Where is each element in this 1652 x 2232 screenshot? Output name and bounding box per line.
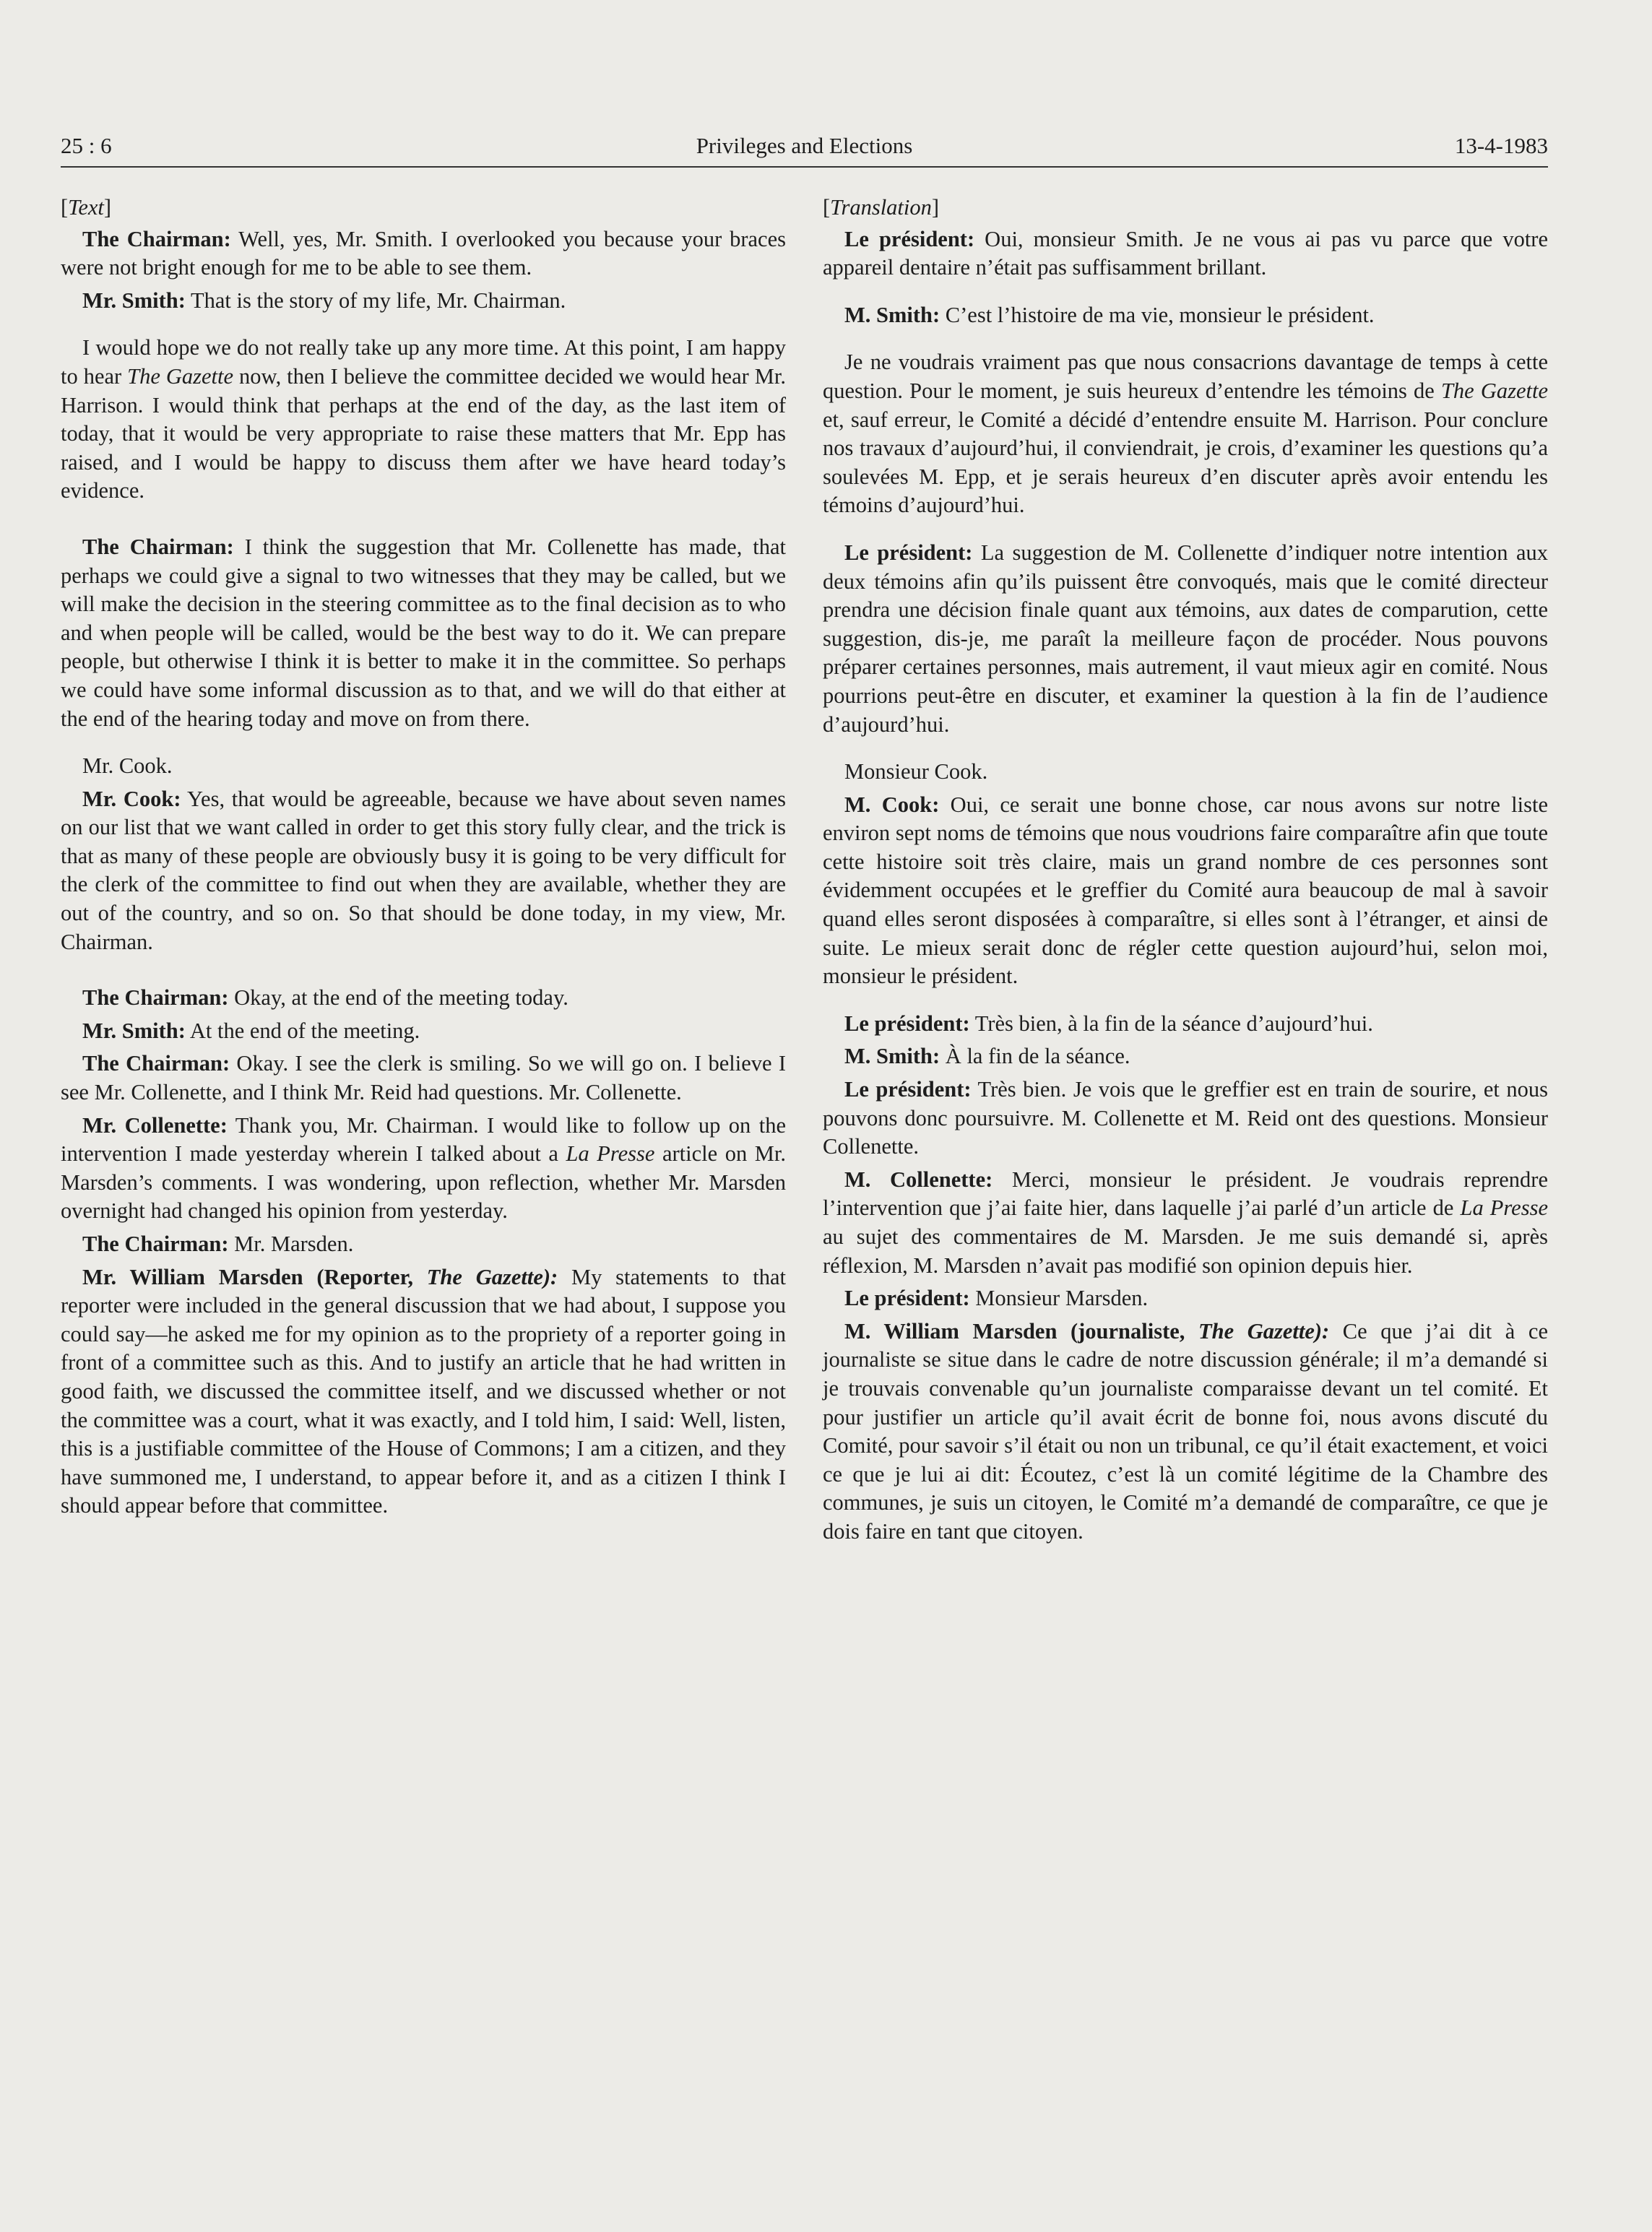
speaker: The Chairman: [82,226,231,251]
paragraph: M. Collenette: Merci, monsieur le président. Je voudrais reprendre l’intervention que j’ai faite hier, dans laquelle j’ai parlé d’un article de La Presse au sujet des commentaires de M. Marsden. Je me suis demandé si, après réflexion, M. Marsden n’avait pas modifié son opinion depuis hier. [823,1167,1548,1278]
paragraph: Mr. Cook: Yes, that would be agreeable, because we have about seven names on our list that we want called in order to get this story fully clear, and the trick is that as many of these people are obviously busy it is going to be very difficult for the clerk of the committee to find out when they are available, whether they are out of the country, and so on. So that should be done today, in my view, Mr. Chairman. [61,786,787,954]
speaker: Mr. Cook: [82,786,181,811]
paragraph: Mr. William Marsden (Reporter, The Gazette): My statements to that reporter were included in the general discussion that we had about, I suppose you could say—he asked me for my opinion as to the propriety of a reporter going in front of a committee such as this. And to justify an article that he had written in good faith, we discussed the committee itself, and we discussed whether or not the committee was a court, what it was exactly, and I told him, I said: Well, listen, this is a justifiable committee of the House of Commons; I am a citizen, and they have summoned me, I understand, to appear before it, and as a citizen I think I should appear before that committee. [61,1264,786,1518]
page-number: 25 : 6 [61,133,112,158]
paragraph: Le président: La suggestion de M. Collenette d’indiquer notre intention aux deux témoins afin qu’ils puissent être convoqués, mais que le comité directeur prendra une décision finale quant aux témoins, aux dates de comparution, cette suggestion, dis-je, me paraît la meilleure façon de procéder. Nous pouvons préparer certaines personnes, mais autrement, il vaut mieux agir en comité. Nous pourrions peut-être en discuter, et examiner la question à la fin de l’audience d’aujourd’hui. [823,540,1548,737]
speaker: The Chairman: [82,1051,230,1076]
speaker: Le président: [844,1286,970,1311]
paragraph: The Chairman: Okay, at the end of the meeting today. [82,985,568,1011]
paragraph: Le président: Très bien. Je vois que le greffier est en train de sourire, et nous pouvons donc poursuivre. M. Collenette et M. Reid ont des questions. Monsieur Collenette. [823,1077,1548,1159]
english-column [61,194,786,1539]
column-tag: [Text] [61,195,112,220]
speaker: M. Smith: [844,1044,940,1069]
running-title: Privileges and Elections [696,133,913,158]
speaker: Mr. Collenette: [82,1112,228,1138]
paragraph: I would hope we do not really take up any more time. At this point, I am happy to hear The Gazette now, then I believe the committee decided we would hear Mr. Harrison. I would think that perhaps at the end of the day, as the last item of today, that it would be very appropriate to raise these matters that Mr. Epp has raised, and I would be happy to discuss them after we have heard today’s evidence. [61,335,786,503]
speaker: Mr. William Marsden (Reporter, [82,1264,427,1289]
paragraph: Le président: Très bien, à la fin de la séance d’aujourd’hui. [844,1011,1373,1036]
speaker: Le président: [844,1011,970,1036]
paragraph: Mr. Smith: At the end of the meeting. [82,1018,420,1043]
speaker: M. William Marsden (journaliste, [844,1318,1198,1344]
speaker: Mr. Smith: [82,287,186,313]
speaker: The Chairman: [82,534,234,559]
paragraph: M. William Marsden (journaliste, The Gazette): Ce que j’ai dit à ce journaliste se situe dans le cadre de notre discussion générale; il m’a demandé si je trouvais convenable qu’un journaliste comparaisse devant un tel comité. Et pour justifier un article qu’il avait écrit de bonne foi, nous avons discuté du Comité, pour savoir s’il était ou non un tribunal, ce qu’il était exactement, et voici ce que je lui ai dit: Écoutez, c’est là un comité légitime de la Chambre des communes, je suis un citoyen, le Comité m’a demandé de comparaître, ce que je dois faire en tant que citoyen. [823,1318,1548,1544]
paragraph: M. Smith: C’est l’histoire de ma vie, monsieur le président. [844,302,1375,327]
header-date: 13-4-1983 [1454,133,1548,158]
french-column [823,194,1548,1565]
paragraph: M. Smith: À la fin de la séance. [844,1044,1130,1069]
speaker: The Chairman: [82,985,229,1011]
paragraph: Monsieur Cook. [844,759,988,784]
column-tag: [Translation] [823,195,940,220]
speaker: Le président: [844,1077,972,1102]
paragraph: Mr. Collenette: Thank you, Mr. Chairman. I would like to follow up on the intervention I made yesterday wherein I talked about a La Presse article on Mr. Marsden’s comments. I was wondering, upon reflection, whether Mr. Marsden overnight had changed his opinion from yesterday. [61,1112,787,1224]
paragraph: The Chairman: Okay. I see the clerk is smiling. So we will go on. I believe I see Mr. Collenette, and I think Mr. Reid had questions. Mr. Collenette. [61,1051,787,1105]
paragraph: Mr. Cook. [82,753,173,779]
paragraph: The Chairman: I think the suggestion that Mr. Collenette has made, that perhaps we could give a signal to two witnesses that they may be called, but we will make the decision in the steering committee as to the final decision as to who and when people will be called, would be the best way to do it. We can prepare people, but otherwise I think it is better to make it in the committee. So perhaps we could have some informal discussion as to that, and we will do that either at the end of the hearing today and move on from there. [61,534,786,731]
speaker: Le président: [844,540,973,565]
paragraph: Mr. Smith: That is the story of my life, Mr. Chairman. [82,287,566,313]
paragraph: M. Cook: Oui, ce serait une bonne chose, car nous avons sur notre liste environ sept noms de témoins que nous voudrions faire comparaître afin que toute cette histoire soit très claire, mais un grand nombre de ces personnes sont évidemment occupées et le greffier du Comité aura beaucoup de mal à savoir quand elles seront disposées à comparaître, si elles sont à l’étranger, et ainsi de suite. Le mieux serait donc de régler cette question aujourd’hui, selon moi, monsieur le président. [823,792,1548,989]
paragraph: The Chairman: Mr. Marsden. [82,1232,354,1256]
speaker: M. Collenette: [844,1167,993,1192]
paragraph: Le président: Monsieur Marsden. [844,1286,1149,1311]
speaker: M. Cook: [844,792,940,817]
paragraph: Le président: Oui, monsieur Smith. Je ne vous ai pas vu parce que votre appareil dentaire n’était pas suffisamment brillant. [823,226,1548,280]
speaker: M. Smith: [844,302,940,327]
speaker: Mr. Smith: [82,1018,186,1043]
paragraph: The Chairman: Well, yes, Mr. Smith. I overlooked you because your braces were not bright enough for me to be able to see them. [61,226,786,280]
paragraph: Je ne voudrais vraiment pas que nous consacrions davantage de temps à cette question. Pour le moment, je suis heureux d’entendre les témoins de The Gazette et, sauf erreur, le Comité a décidé d’entendre ensuite M. Harrison. Pour conclure nos travaux d’aujourd’hui, il conviendrait, je crois, d’examiner les questions qu’a soulevées M. Epp, et je serais heureux d’en discuter après avoir entendu les témoins d’aujourd’hui. [823,350,1548,518]
page-header [61,129,1548,168]
speaker: The Chairman: [82,1232,229,1256]
speaker: Le président: [844,226,975,251]
